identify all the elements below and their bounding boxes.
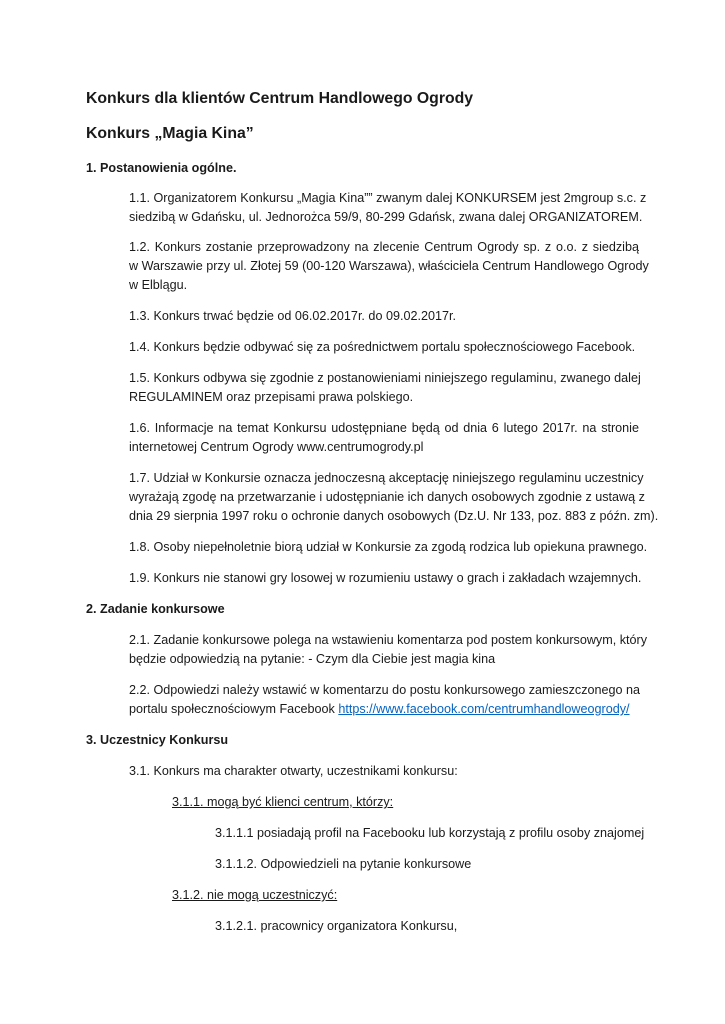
contest-title: Konkurs „Magia Kina” bbox=[86, 125, 254, 142]
section-3-heading: 3. Uczestnicy Konkursu bbox=[86, 733, 229, 747]
paragraph-2-1-line-2: będzie odpowiedzią na pytanie: - Czym dla Ciebie jest magia kina bbox=[129, 652, 496, 666]
paragraph-2-2-line-2 bbox=[129, 701, 630, 717]
paragraph-1-1-line-1: 1.1. Organizatorem Konkursu „Magia Kina”” zwanym dalej KONKURSEM jest 2mgroup s.c. z bbox=[129, 191, 647, 205]
paragraph-3-1-1-2: 3.1.1.2. Odpowiedzieli na pytanie konkursowe bbox=[215, 857, 472, 871]
document-title: Konkurs dla klientów Centrum Handlowego Ogrody bbox=[86, 90, 474, 107]
paragraph-1-2-line-2: w Warszawie przy ul. Złotej 59 (00-120 Warszawa), właściciela Centrum Handlowego Ogrody bbox=[129, 259, 649, 273]
paragraph-1-9: 1.9. Konkurs nie stanowi gry losowej w rozumieniu ustawy o grach i zakładach wzajemnych. bbox=[129, 571, 642, 585]
paragraph-1-6-line-2: internetowej Centrum Ogrody www.centrumogrody.pl bbox=[129, 440, 424, 454]
paragraph-1-7-line-1: 1.7. Udział w Konkursie oznacza jednoczesną akceptację niniejszego regulaminu uczestnicy bbox=[129, 471, 644, 485]
section-1-heading: 1. Postanowienia ogólne. bbox=[86, 161, 237, 175]
paragraph-1-1-line-2: siedzibą w Gdańsku, ul. Jednorożca 59/9, 80-299 Gdańsk, zwana dalej ORGANIZATOREM. bbox=[129, 210, 643, 224]
paragraph-1-7-line-2: wyrażają zgodę na przetwarzanie i udostępnianie ich danych osobowych zgodnie z ustawą z bbox=[129, 490, 645, 504]
paragraph-1-4: 1.4. Konkurs będzie odbywać się za pośrednictwem portalu społecznościowego Facebook. bbox=[129, 340, 636, 354]
paragraph-1-2-line-3: w Elblągu. bbox=[129, 278, 188, 292]
paragraph-1-5-line-2: REGULAMINEM oraz przepisami prawa polskiego. bbox=[129, 390, 414, 404]
section-2-heading: 2. Zadanie konkursowe bbox=[86, 602, 225, 616]
paragraph-2-2-line-1: 2.2. Odpowiedzi należy wstawić w komentarzu do postu konkursowego zamieszczonego na bbox=[129, 683, 641, 697]
paragraph-1-6-line-1: 1.6. Informacje na temat Konkursu udostępniane będą od dnia 6 lutego 2017r. na stronie bbox=[129, 421, 639, 435]
paragraph-1-3: 1.3. Konkurs trwać będzie od 06.02.2017r. do 09.02.2017r. bbox=[129, 309, 456, 323]
paragraph-2-2-text: portalu społecznościowym Facebook bbox=[129, 702, 339, 716]
paragraph-3-1-1: 3.1.1. mogą być klienci centrum, którzy: bbox=[172, 795, 394, 809]
paragraph-1-5-line-1: 1.5. Konkurs odbywa się zgodnie z postanowieniami niniejszego regulaminu, zwanego dalej bbox=[129, 371, 641, 385]
facebook-link[interactable]: https://www.facebook.com/centrumhandloweogrody/ bbox=[338, 702, 630, 716]
paragraph-3-1-1-1: 3.1.1.1 posiadają profil na Facebooku lub korzystają z profilu osoby znajomej bbox=[215, 826, 645, 840]
paragraph-1-2-line-1: 1.2. Konkurs zostanie przeprowadzony na zlecenie Centrum Ogrody sp. z o.o. z siedzibą bbox=[129, 240, 639, 254]
paragraph-3-1-2-1: 3.1.2.1. pracownicy organizatora Konkursu, bbox=[215, 919, 458, 933]
paragraph-3-1: 3.1. Konkurs ma charakter otwarty, uczestnikami konkursu: bbox=[129, 764, 458, 778]
paragraph-3-1-2: 3.1.2. nie mogą uczestniczyć: bbox=[172, 888, 338, 902]
paragraph-1-8: 1.8. Osoby niepełnoletnie biorą udział w Konkursie za zgodą rodzica lub opiekuna prawnego. bbox=[129, 540, 648, 554]
paragraph-1-7-line-3: dnia 29 sierpnia 1997 roku o ochronie danych osobowych (Dz.U. Nr 133, poz. 883 z późn. zm). bbox=[129, 509, 659, 523]
paragraph-2-1-line-1: 2.1. Zadanie konkursowe polega na wstawieniu komentarza pod postem konkursowym, który bbox=[129, 633, 648, 647]
